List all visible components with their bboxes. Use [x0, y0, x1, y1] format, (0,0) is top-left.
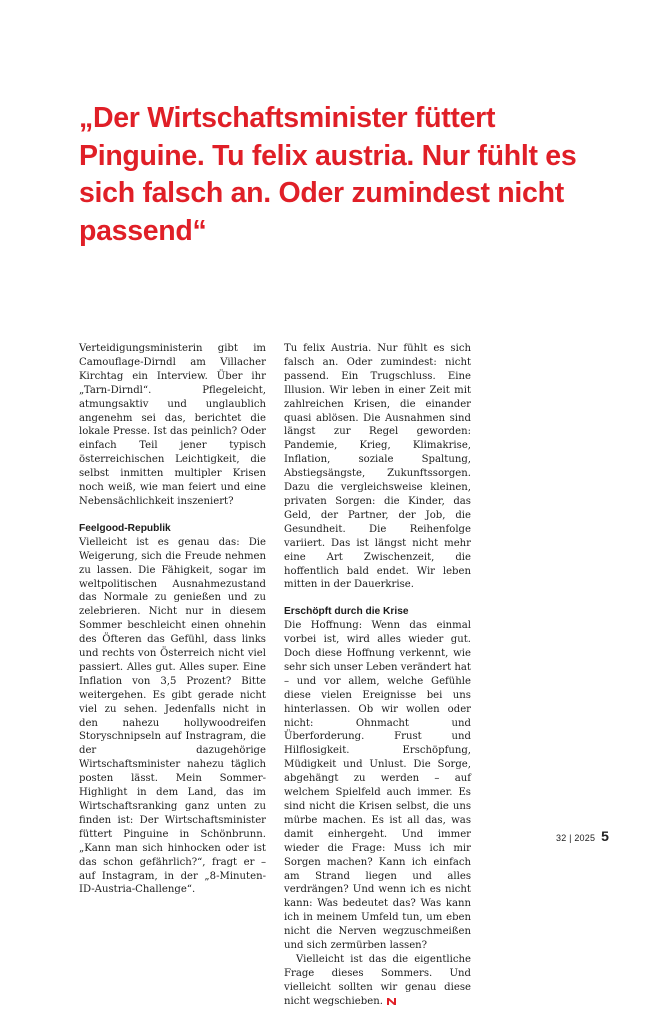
page-number: 5 [601, 828, 609, 844]
magazine-logo-end-mark-icon [387, 998, 396, 1005]
article-column-right [284, 342, 471, 1009]
section-heading-erschoepft: Erschöpft durch die Krise [284, 606, 409, 618]
article-intro: Verteidigungsministerin gibt im Camouflage-Dirndl am Villacher Kirchtag ein Interview. Über ihr „Tarn-Dirndl“. Pflegeleicht, atmungsaktiv und unglaublich angenehm sei das, berichtet die lokale Presse. Ist das peinlich? Oder einfach Teil jener typisch österreichischen Leichtigkeit, die selbst inmitten multipler Krisen noch weiß, wie man feiert und eine Nebensächlichkeit inszeniert? [79, 343, 266, 507]
page-folio [556, 828, 609, 846]
pull-quote: „Der Wirtschaftsminister füttert Pinguine. Tu felix austria. Nur fühlt es sich falsch an. Oder zumindest nicht passend“ [79, 102, 577, 247]
closing-text: Vielleicht ist das die eigentliche Frage dieses Sommers. Und vielleicht sollten wir genau diese nicht wegschieben. [284, 953, 471, 1007]
issue-number: 32 | 2025 [556, 833, 596, 843]
article-column-left [79, 342, 266, 897]
section-heading-feelgood: Feelgood-Republik [79, 522, 171, 534]
article-paragraph-overflow: Tu felix Austria. Nur fühlt es sich falsch an. Oder zumindest: nicht passend. Ein Trugschluss. Eine Illusion. Wir leben in einer Zeit mit zahlreichen Krisen, die einander quasi ablösen. Die Ausnahmen sind längst zur Regel geworden: Pandemie, Krieg, Klimakrise, Inflation, soziale Spaltung, Abstiegsängste, Zukunftssorgen. Dazu die vergleichsweise kleinen, privaten Sorgen: die Kinder, das Geld, der Partner, der Job, die Gesundheit. Die Reihenfolge variiert. Das ist längst nicht mehr eine Art Zwischenzeit, die hoffentlich bald endet. Wir leben mitten in der Dauerkrise. [284, 343, 471, 591]
article-closing-paragraph [284, 953, 471, 1009]
article-paragraph: Die Hoffnung: Wenn das einmal vorbei ist, wird alles wieder gut. Doch diese Hoffnung verkennt, wie sehr sich unser Leben verändert hat – und vor allem, welche Gefühle diese vielen Ereignisse bei uns hinterlassen. Ob wir wollen oder nicht: Ohnmacht und Überforderung. Frust und Hilflosigkeit. Erschöpfung, Müdigkeit und Unlust. Die Sorge, abgehängt zu werden – auf welchem Spielfeld auch immer. Es sind nicht die Krisen selbst, die uns mürbe machen. Es ist all das, was damit einhergeht. Und immer wieder die Frage: Muss ich mir Sorgen machen? Kann ich einfach am Strand liegen und alles verdrängen? Und wenn ich es nicht kann: Was bedeutet das? Was kann ich in meinem Umfeld tun, um eben nicht die Nerven wegzuschmeißen und sich zermürben lassen? [284, 620, 471, 952]
article-paragraph: Vielleicht ist es genau das: Die Weigerung, sich die Freude nehmen zu lassen. Die Fähigkeit, sogar im weltpolitischen Ausnahmezustand das Normale zu genießen und zu zelebrieren. Nicht nur in diesem Sommer beschleicht einen ohnehin des Öfteren das Gefühl, dass links und rechts von Österreich nicht viel passiert. Alles gut. Alles super. Eine Inflation von 3,5 Prozent? Bitte weitergehen. Es gibt gerade nicht viel zu sehen. Jedenfalls nicht in den nahezu hollywoodreifen Storyschnipseln auf Instragram, die der dazugehörige Wirtschaftsminister nahezu täglich posten lässt. Mein Sommer-Highlight in dem Land, das im Wirtschaftsranking ganz unten zu finden ist: Der Wirtschaftsminister füttert Pinguine in Schönbrunn. „Kann man sich hinhocken oder ist das schon gefährlich?“, fragt er – auf Instagram, in der „8-Minuten-ID-Austria-Challenge“. [79, 536, 266, 896]
